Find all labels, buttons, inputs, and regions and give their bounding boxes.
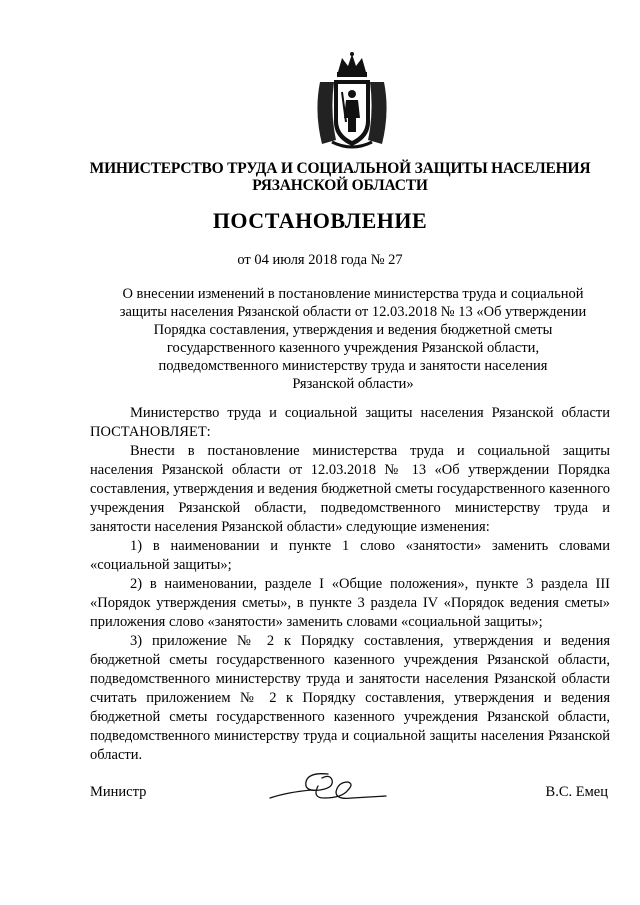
document-body xyxy=(90,404,610,765)
handwritten-signature-icon xyxy=(268,768,388,814)
ministry-line-1: МИНИСТЕРСТВО ТРУДА И СОЦИАЛЬНОЙ ЗАЩИТЫ НАСЕЛЕНИЯ xyxy=(89,160,591,177)
amendment-item-2: 2) в наименовании, разделе I «Общие положения», пункте 3 раздела III «Порядок утверждения сметы», в пункте 3 раздела IV «Порядок ведения сметы» приложения слово «занятости» заменить словами «социальной защиты»; xyxy=(90,576,610,630)
amendment-item-3: 3) приложение № 2 к Порядку составления, утверждения и ведения бюджетной сметы государственного казенного учреждения Рязанской области, подведомственного министерству труда и занятости населения Рязанской области считать приложением № 2 к Порядку составления, утверждения и ведения бюджетной сметы государственного казенного учреждения Рязанской области, подведомственного министерству труда и социальной защиты населения Рязанской области. xyxy=(90,633,610,763)
ministry-line-2: РЯЗАНСКОЙ ОБЛАСТИ xyxy=(252,177,428,194)
subject-line: Рязанской области» xyxy=(292,376,414,392)
main-paragraph: Внести в постановление министерства труда и социальной защиты населения Рязанской области от 12.03.2018 № 13 «Об утверждении Порядка составления, утверждения и ведения бюджетной сметы государственного казенного учреждения Рязанской области, подведомственного министерству труда и занятости населения Рязанской области» следующие изменения: xyxy=(90,443,610,535)
intro-paragraph: Министерство труда и социальной защиты населения Рязанской области ПОСТАНОВЛЯЕТ: xyxy=(90,405,610,440)
ministry-title xyxy=(60,160,620,194)
subject-line: защиты населения Рязанской области от 12.03.2018 № 13 «Об утверждении xyxy=(119,304,587,320)
coat-of-arms-icon xyxy=(312,52,392,150)
document-type: ПОСТАНОВЛЕНИЕ xyxy=(212,208,428,233)
subject-line: Порядка составления, утверждения и ведения бюджетной сметы xyxy=(153,322,553,338)
signature-block xyxy=(0,782,640,822)
document-subject xyxy=(100,285,606,393)
subject-line: государственного казенного учреждения Рязанской области, xyxy=(166,340,540,356)
amendment-item-1: 1) в наименовании и пункте 1 слово «занятости» заменить словами «социальной защиты»; xyxy=(90,538,610,573)
signatory-name: В.С. Емец xyxy=(545,784,608,800)
subject-line: О внесении изменений в постановление министерства труда и социальной xyxy=(122,286,584,302)
subject-line: подведомственного министерству труда и занятости населения xyxy=(158,358,548,374)
document-date-number: от 04 июля 2018 года № 27 xyxy=(237,252,403,268)
signatory-title: Министр xyxy=(90,784,147,800)
